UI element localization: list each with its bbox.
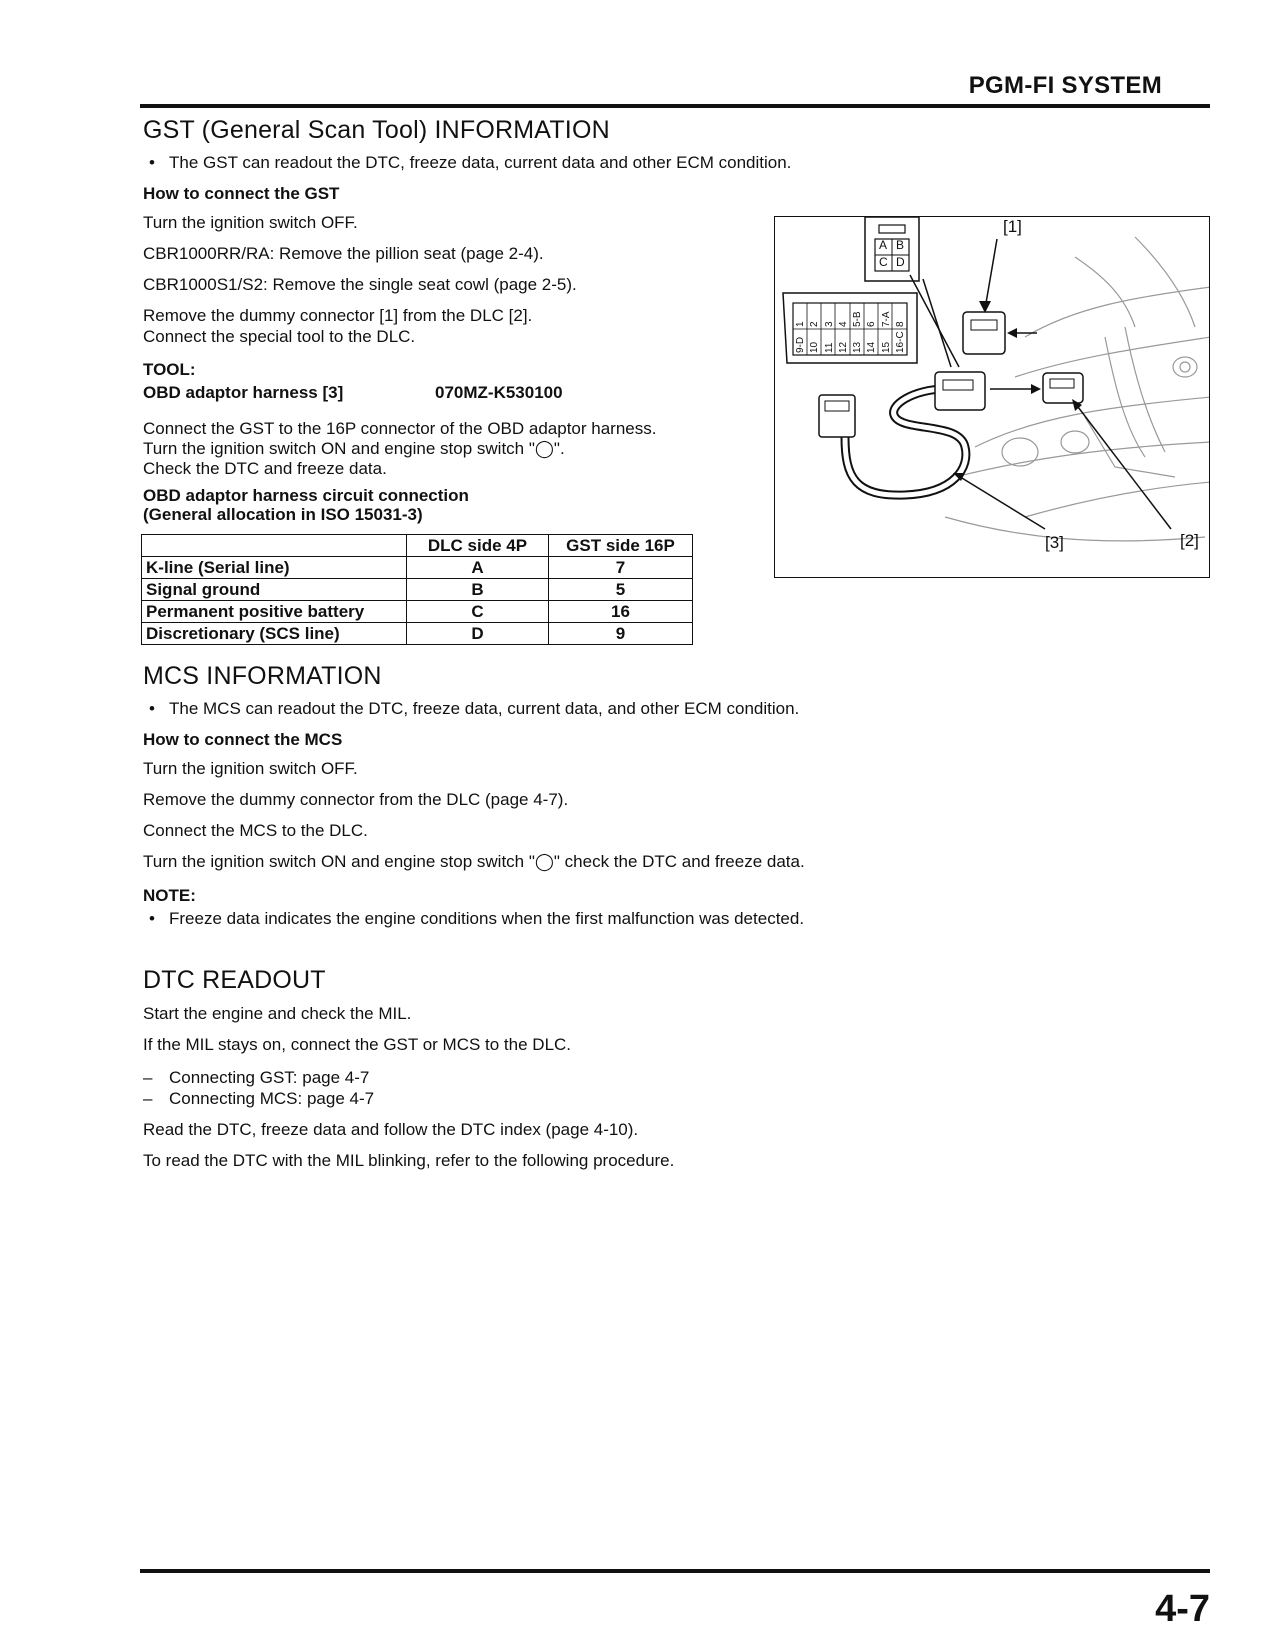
mcs-how-heading: How to connect the MCS (143, 730, 343, 749)
mcs-heading: MCS INFORMATION (143, 662, 382, 690)
dtc-dash-1-text: Connecting GST: page 4-7 (169, 1068, 370, 1087)
dtc-heading: DTC READOUT (143, 966, 326, 994)
table-cell: Permanent positive battery (142, 601, 407, 623)
gst-heading: GST (General Scan Tool) INFORMATION (143, 116, 610, 144)
obd-pin-label: 8 (894, 321, 906, 327)
table-cell: 9 (549, 623, 693, 645)
table-cell: 16 (549, 601, 693, 623)
obd-pin-label: 13 (852, 341, 863, 353)
dtc-dash-2-text: Connecting MCS: page 4-7 (169, 1089, 375, 1108)
table-cell: 5 (549, 579, 693, 601)
callout-3: [3] (1045, 533, 1064, 552)
dtc-p4: To read the DTC with the MIL blinking, refer to the following procedure. (143, 1151, 675, 1170)
figure-drawing (775, 217, 1210, 578)
note-label: NOTE: (143, 886, 196, 905)
dtc-dash-2 (143, 1088, 374, 1109)
obd-pin-label: 9-D (795, 336, 806, 353)
obd-pin-label: 11 (823, 342, 835, 353)
dtc-dash-1 (143, 1067, 369, 1088)
footer-rule (140, 1569, 1210, 1573)
dash-glyph: – (143, 1089, 153, 1108)
gst-step-4b: Connect the special tool to the DLC. (143, 327, 416, 346)
mcs-bullet: • The MCS can readout the DTC, freeze data, current data, and other ECM condition. (143, 698, 799, 719)
table-cell: 7 (549, 557, 693, 579)
obd-pin-label: 6 (866, 321, 878, 327)
dlc-connection-figure (774, 216, 1210, 578)
obd-pin-label: 1 (795, 321, 806, 327)
obd-pin-label: 16-C (894, 331, 906, 353)
gst-step-5c: Check the DTC and freeze data. (143, 459, 387, 478)
dtc-p2: If the MIL stays on, connect the GST or MCS to the DLC. (143, 1035, 572, 1054)
dlc-pin-label: A (879, 238, 888, 252)
obd-pin-label: 14 (866, 341, 878, 353)
gst-step-5b: Turn the ignition switch ON and engine stop switch "◯". (143, 439, 565, 458)
gst-how-heading: How to connect the GST (143, 184, 340, 203)
table-cell: A (407, 557, 549, 579)
table-cell: Discretionary (SCS line) (142, 623, 407, 645)
obd-pin-label: 3 (823, 321, 835, 327)
section-header: PGM-FI SYSTEM (968, 72, 1162, 99)
table-title-2: (General allocation in ISO 15031-3) (143, 505, 423, 524)
gst-step-2: CBR1000RR/RA: Remove the pillion seat (page 2-4). (143, 244, 544, 263)
mcs-step-2: Remove the dummy connector from the DLC (page 4-7). (143, 790, 569, 809)
dlc-pin-label: B (896, 238, 905, 252)
mcs-step-4: Turn the ignition switch ON and engine stop switch "◯" check the DTC and freeze data. (143, 852, 805, 871)
gst-step-4a: Remove the dummy connector [1] from the DLC [2]. (143, 306, 533, 325)
table-header-row (142, 535, 693, 557)
obd-pin-label: 4 (837, 321, 849, 327)
dash-glyph: – (143, 1068, 153, 1087)
connection-table (141, 534, 693, 645)
mcs-step-1: Turn the ignition switch OFF. (143, 759, 358, 778)
dtc-p1: Start the engine and check the MIL. (143, 1004, 412, 1023)
table-row (142, 623, 693, 645)
table-header-cell: GST side 16P (549, 535, 693, 557)
table-header-cell (142, 535, 407, 557)
page-number: 4-7 (1155, 1588, 1210, 1630)
obd-pin-label: 10 (809, 341, 821, 353)
obd-pin-label: 15 (880, 341, 892, 353)
table-title-1: OBD adaptor harness circuit connection (143, 486, 469, 505)
gst-step-3: CBR1000S1/S2: Remove the single seat cowl (page 2-5). (143, 275, 577, 294)
callout-1: [1] (1003, 217, 1022, 236)
obd-pin-label: 5-B (852, 311, 863, 327)
header-rule (140, 104, 1210, 108)
table-cell: C (407, 601, 549, 623)
callout-2: [2] (1180, 531, 1199, 550)
table-cell: B (407, 579, 549, 601)
obd-pin-label: 7-A (880, 311, 892, 327)
obd-pin-label: 2 (809, 321, 821, 327)
mcs-step-3: Connect the MCS to the DLC. (143, 821, 368, 840)
dtc-p3: Read the DTC, freeze data and follow the DTC index (page 4-10). (143, 1120, 639, 1139)
dlc-pin-label: D (896, 255, 905, 269)
table-cell: K-line (Serial line) (142, 557, 407, 579)
table-cell: Signal ground (142, 579, 407, 601)
table-row (142, 579, 693, 601)
gst-bullet: • The GST can readout the DTC, freeze data, current data and other ECM condition. (143, 152, 791, 173)
tool-label: TOOL: (143, 360, 196, 379)
gst-step-1: Turn the ignition switch OFF. (143, 213, 358, 232)
tool-number: 070MZ-K530100 (435, 383, 563, 402)
obd-pin-label: 12 (837, 341, 849, 353)
dlc-pin-label: C (879, 255, 888, 269)
tool-name: OBD adaptor harness [3] (143, 383, 344, 402)
gst-step-5a: Connect the GST to the 16P connector of the OBD adaptor harness. (143, 419, 657, 438)
table-row (142, 557, 693, 579)
table-cell: D (407, 623, 549, 645)
table-row (142, 601, 693, 623)
note-bullet: • Freeze data indicates the engine conditions when the first malfunction was detected. (143, 908, 804, 929)
table-header-cell: DLC side 4P (407, 535, 549, 557)
